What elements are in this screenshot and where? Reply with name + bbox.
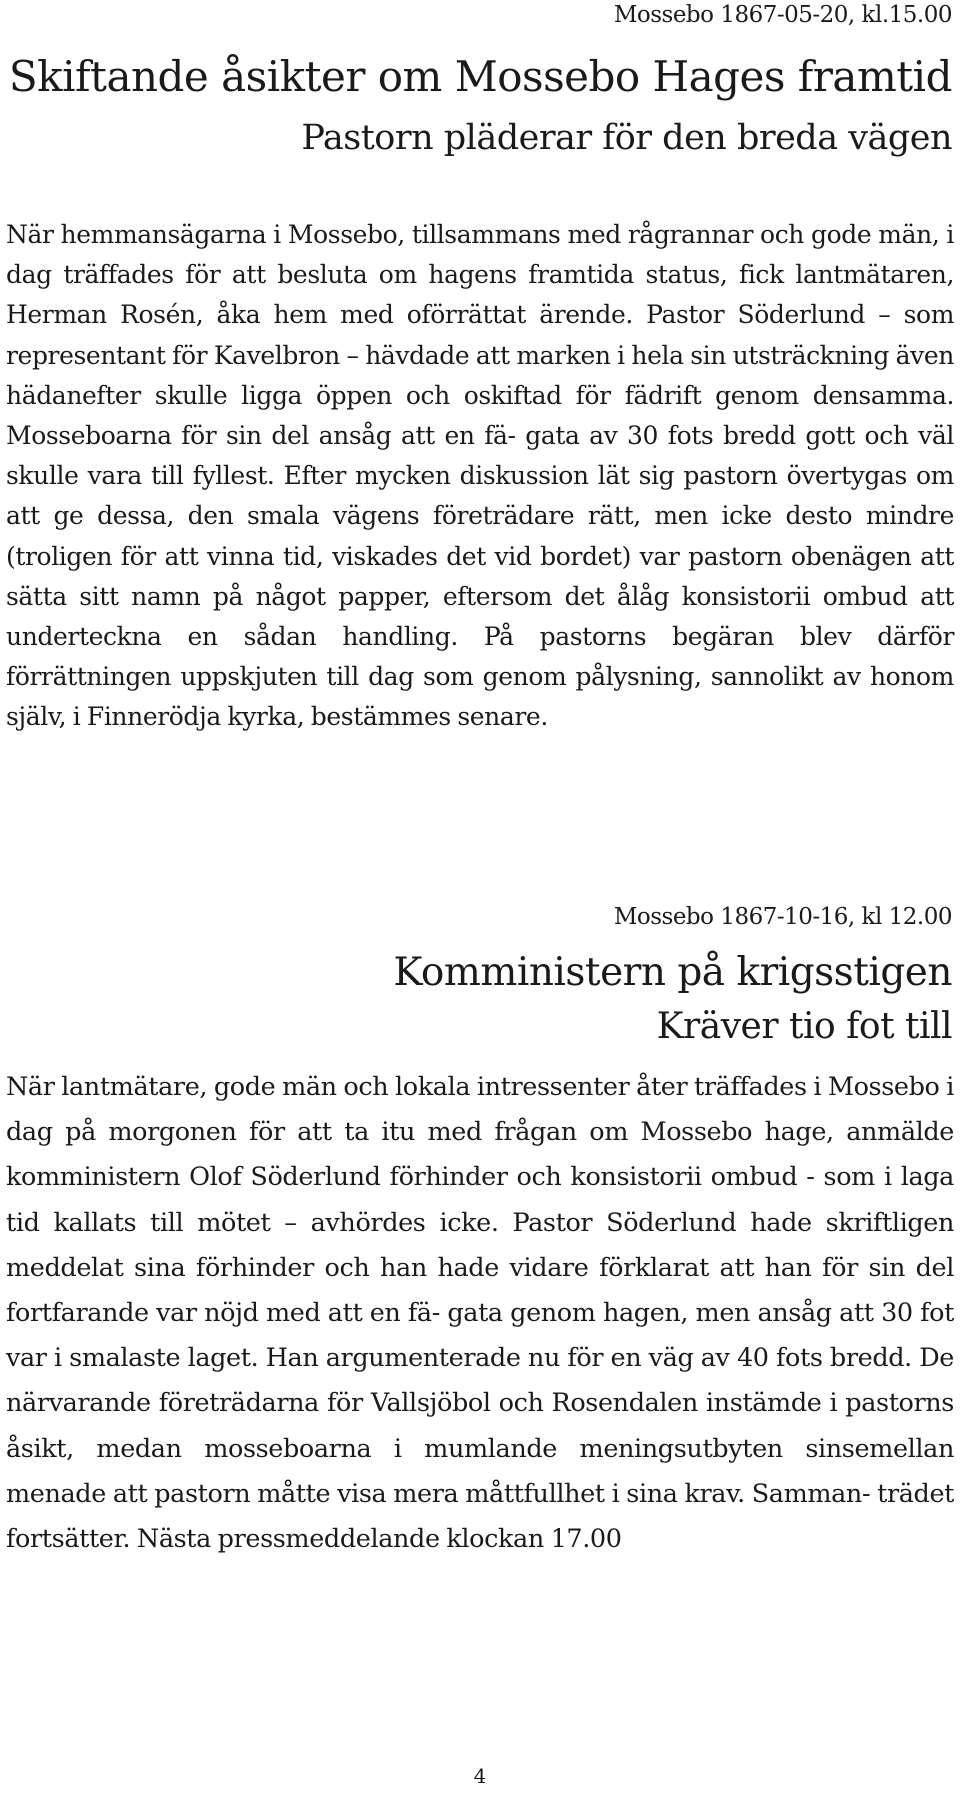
article-2-subheadline: Kräver tio fot till	[656, 1006, 952, 1047]
article-1-body: När hemmansägarna i Mossebo, tillsammans med rågrannar och gode män, i dag träffades för att besluta om hagens framtida status, fick lantmätaren, Herman Rosén, åka hem med oförrättat ärende. Pastor Söderlund – som representant för Kavelbron – hävdade att marken i hela sin utsträckning även hädanefter skulle ligga öppen och oskiftad för fädrift genom densamma. Mosseboarna för sin del ansåg att en fä- gata av 30 fots bredd gott och väl skulle vara till fyllest. Efter mycken diskussion lät sig pastorn övertygas om att ge dessa, den smala vägens företrädare rätt, men icke desto mindre (troligen för att vinna tid, viskades det vid bordet) var pastorn obenägen att sätta sitt namn på något papper, eftersom det ålåg konsistorii ombud att underteckna en sådan handling. På pastorns begäran blev därför förrättningen uppskjuten till dag som genom pålysning, sannolikt av honom själv, i Finnerödja kyrka, bestämmes senare.	[6, 220, 954, 732]
article-1-dateline: Mossebo 1867-05-20, kl.15.00	[613, 2, 952, 28]
article-2-body: När lantmätare, gode män och lokala intressenter åter träffades i Mossebo i dag på morgonen för att ta itu med frågan om Mossebo hage, anmälde komministern Olof Söderlund förhinder och konsistorii ombud - som i laga tid kallats till mötet – avhördes icke. Pastor Söderlund hade skriftligen meddelat sina förhinder och han hade vidare förklarat att han för sin del fortfarande var nöjd med att en fä- gata genom hagen, men ansåg att 30 fot var i smalaste laget. Han argumenterade nu för en väg av 40 fots bredd. De närvarande företrädarna för Vallsjöbol och Rosendalen instämde i pastorns åsikt, medan mosseboarna i mumlande meningsutbyten sinsemellan menade att pastorn måtte visa mera måttfullhet i sina krav. Samman- trädet fortsätter. Nästa pressmeddelande klockan 17.00	[6, 1072, 954, 1555]
page-number: 4	[473, 1764, 487, 1788]
article-2-dateline: Mossebo 1867-10-16, kl 12.00	[613, 904, 952, 930]
article-2-headline: Komministern på krigsstigen	[393, 950, 952, 995]
article-1-headline: Skiftande åsikter om Mossebo Hages framtid	[8, 52, 952, 101]
article-1-subheadline: Pastorn pläderar för den breda vägen	[301, 118, 952, 158]
